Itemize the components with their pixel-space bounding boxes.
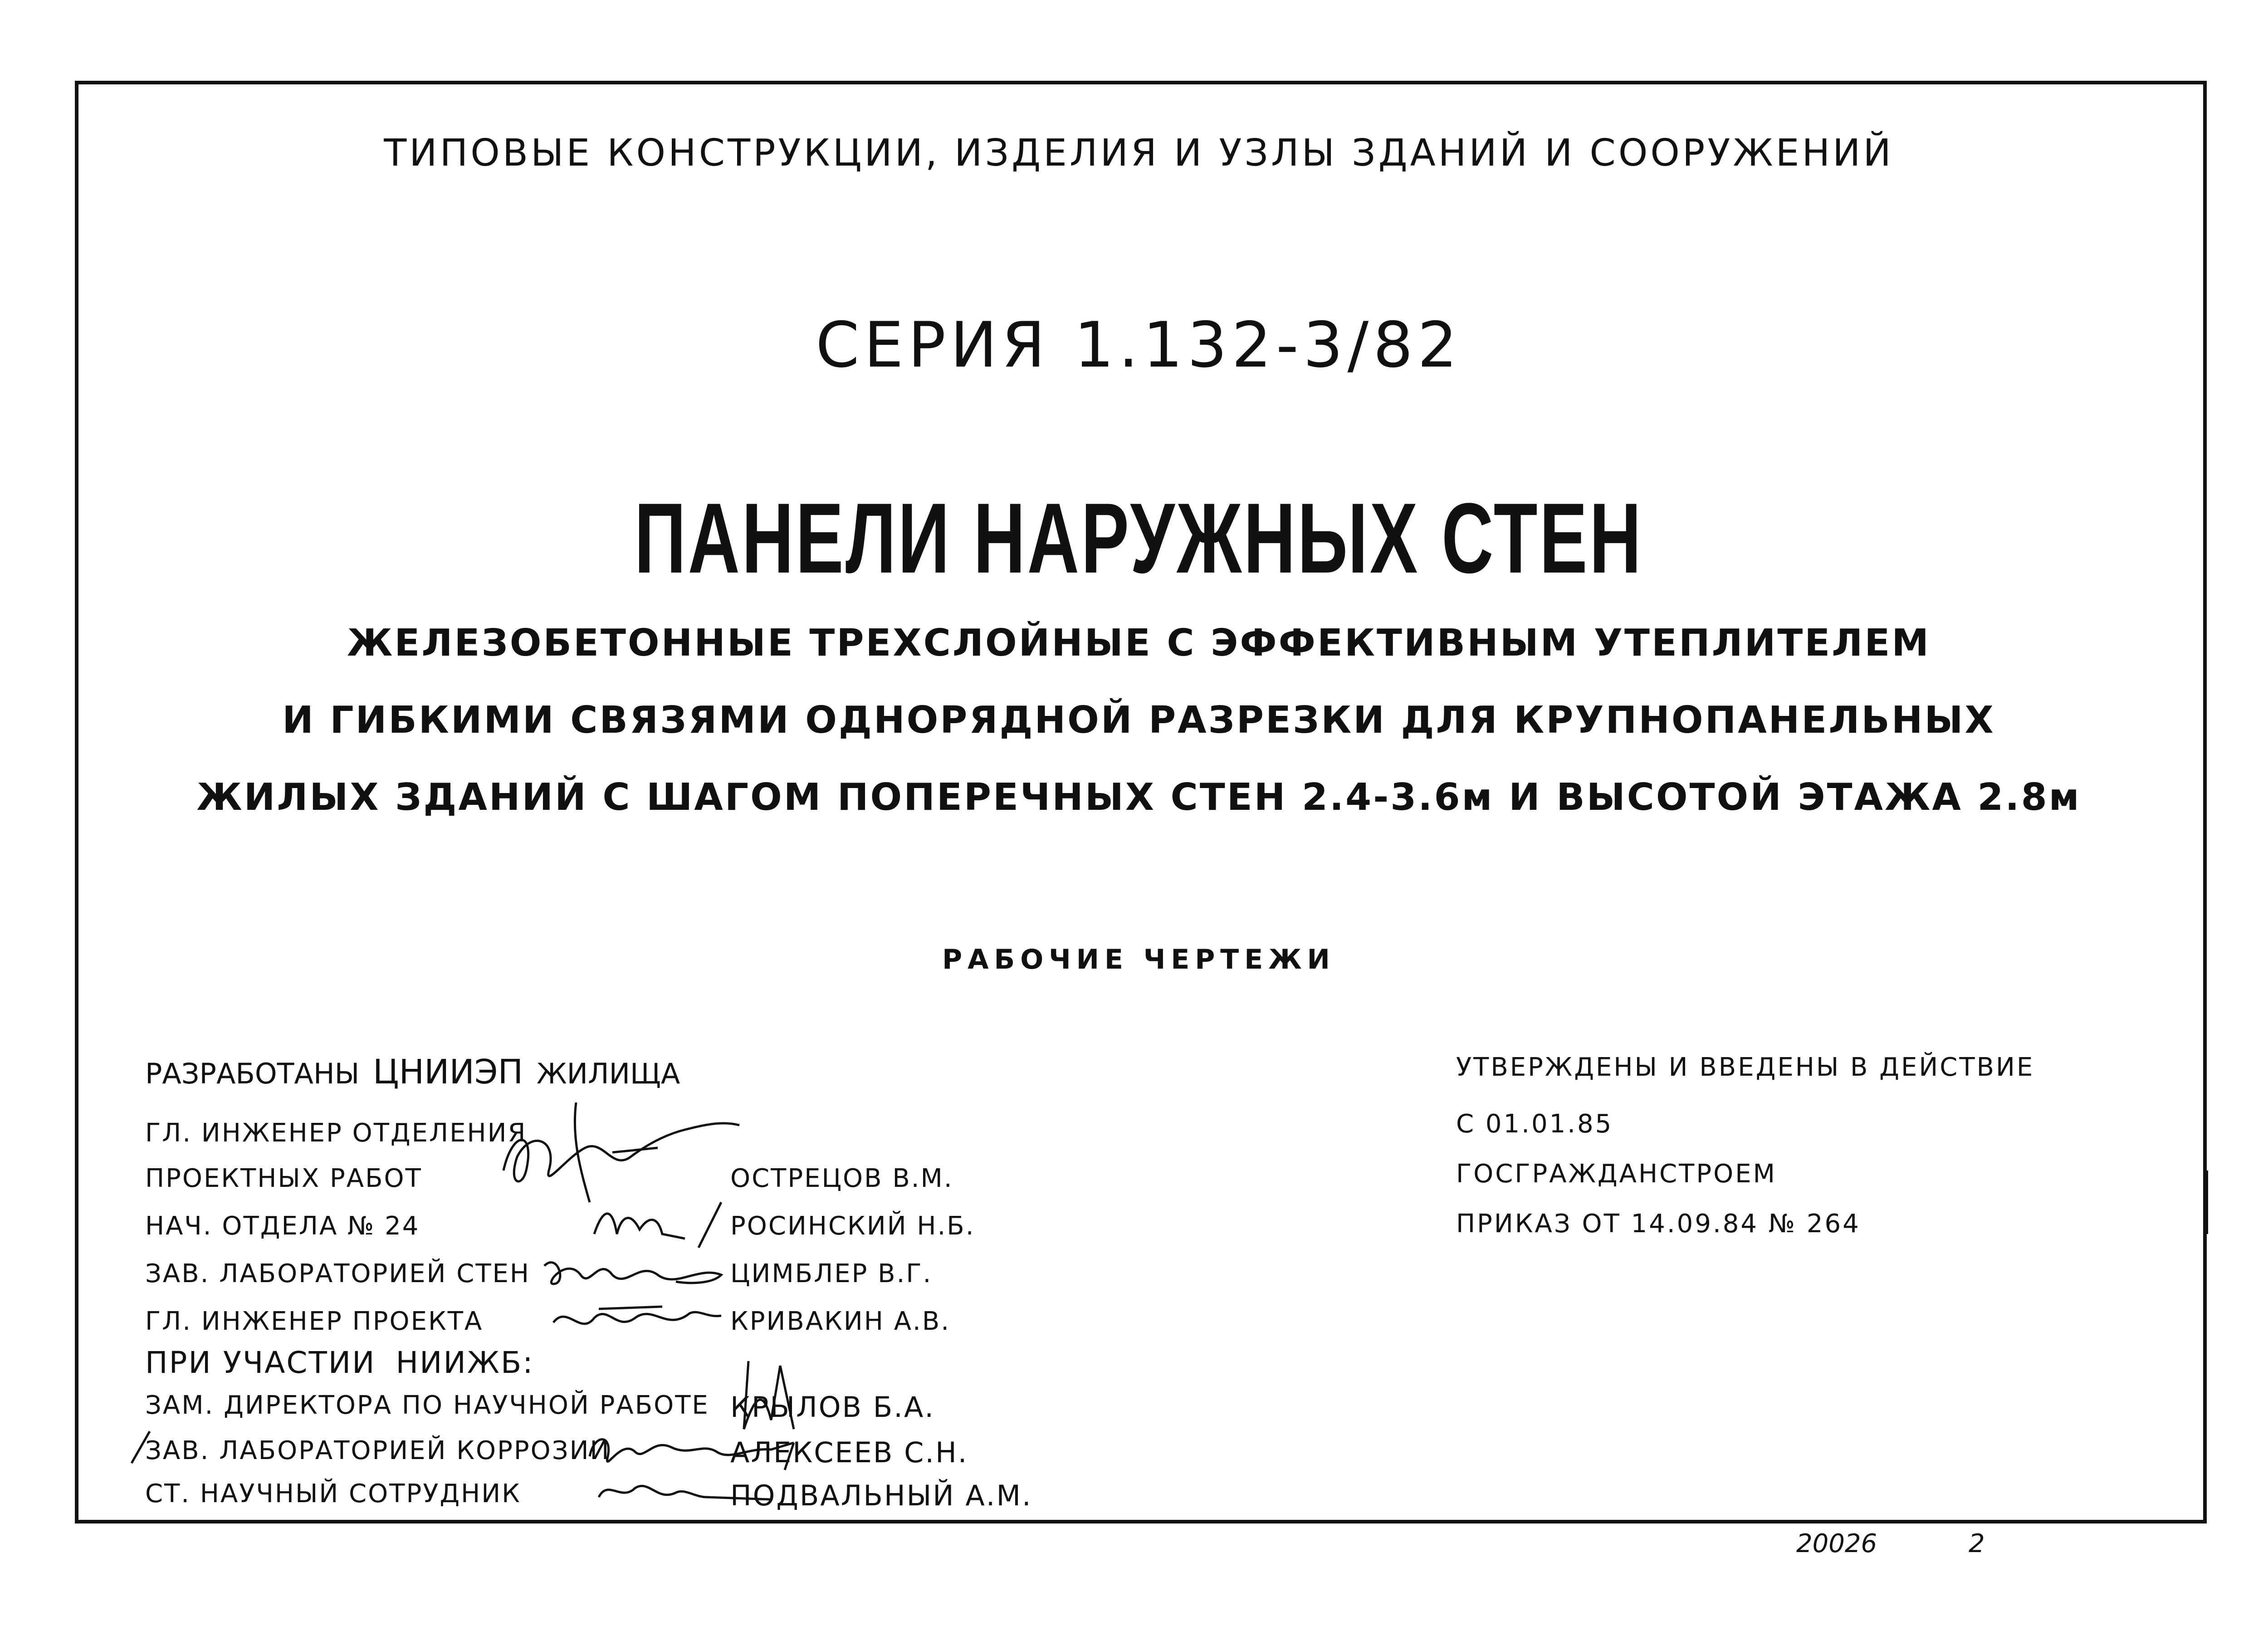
approval-line-4: ПРИКАЗ ОТ 14.09.84 № 264 — [1456, 1209, 1861, 1239]
staff-position: НАЧ. ОТДЕЛА № 24 — [145, 1211, 420, 1241]
series-number: СЕРИЯ 1.132-3/82 — [816, 309, 1462, 382]
description-line-3: ЖИЛЫХ ЗДАНИЙ С ШАГОМ ПОПЕРЕЧНЫХ СТЕН 2.4-3.6м И ВЫСОТОЙ ЭТАЖА 2.8м — [196, 776, 2081, 819]
document-type: РАБОЧИЕ ЧЕРТЕЖИ — [942, 944, 1335, 975]
staff2-position: ЗАВ. ЛАБОРАТОРИЕЙ КОРРОЗИИ — [145, 1436, 611, 1465]
staff2-position: СТ. НАУЧНЫЙ СОТРУДНИК — [145, 1479, 521, 1509]
staff-position: ГЛ. ИНЖЕНЕР ОТДЕЛЕНИЯ — [145, 1118, 527, 1148]
signature-ostretsov — [494, 1102, 748, 1207]
description-line-1: ЖЕЛЕЗОБЕТОННЫЕ ТРЕХСЛОЙНЫЕ С ЭФФЕКТИВНЫМ УТЕПЛИТЕЛЕМ — [347, 622, 1931, 665]
developer-org-suffix: ЖИЛИЩА — [536, 1057, 680, 1090]
main-title: ПАНЕЛИ НАРУЖНЫХ СТЕН — [634, 482, 1643, 594]
document-number: 20026 — [1796, 1529, 1877, 1558]
participation-org: НИИЖБ: — [396, 1345, 534, 1380]
participation-label: ПРИ УЧАСТИИ — [145, 1345, 376, 1380]
approval-line-1: УТВЕРЖДЕНЫ И ВВЕДЕНЫ В ДЕЙСТВИЕ — [1456, 1053, 2035, 1082]
staff-name: ОСТРЕЦОВ В.М. — [730, 1164, 953, 1193]
staff-position: ПРОЕКТНЫХ РАБОТ — [145, 1164, 422, 1193]
staff2-name: АЛЕКСЕЕВ С.Н. — [730, 1436, 968, 1469]
staff-name: КРИВАКИН А.В. — [730, 1307, 951, 1336]
header-text: ТИПОВЫЕ КОНСТРУКЦИИ, ИЗДЕЛИЯ И УЗЛЫ ЗДАНИЙ И СООРУЖЕНИЙ — [384, 132, 1894, 175]
staff2-name: ПОДВАЛЬНЫЙ А.М. — [730, 1479, 1032, 1512]
approval-line-2: С 01.01.85 — [1456, 1109, 1613, 1139]
signature-podvalny — [590, 1474, 780, 1511]
description-line-2: И ГИБКИМИ СВЯЗЯМИ ОДНОРЯДНОЙ РАЗРЕЗКИ ДЛЯ КРУПНОПАНЕЛЬНЫХ — [282, 699, 1995, 742]
developed-label: РАЗРАБОТАНЫ — [145, 1057, 360, 1090]
developer-org: ЦНИИЭП — [373, 1053, 523, 1092]
approval-line-3: ГОСГРАЖДАНСТРОЕМ — [1456, 1159, 1777, 1189]
developed-by — [145, 1053, 680, 1092]
signature-tsimbler — [540, 1248, 730, 1298]
participation-line — [145, 1345, 534, 1380]
staff-name: ЦИМБЛЕР В.Г. — [730, 1259, 933, 1288]
signature-mark — [129, 1429, 152, 1465]
frame-edge-mark — [2204, 1171, 2208, 1234]
staff-position: ГЛ. ИНЖЕНЕР ПРОЕКТА — [145, 1307, 484, 1336]
signature-alekseev — [581, 1425, 807, 1479]
staff2-name: КРЫЛОВ Б.А. — [730, 1391, 935, 1424]
staff-name: РОСИНСКИЙ Н.Б. — [730, 1211, 975, 1241]
signature-rosinsky — [585, 1198, 730, 1252]
signature-krivakin — [544, 1295, 735, 1345]
sheet-number: 2 — [1969, 1529, 1985, 1558]
staff-position: ЗАВ. ЛАБОРАТОРИЕЙ СТЕН — [145, 1259, 531, 1288]
staff2-position: ЗАМ. ДИРЕКТОРА ПО НАУЧНОЙ РАБОТЕ — [145, 1391, 709, 1420]
